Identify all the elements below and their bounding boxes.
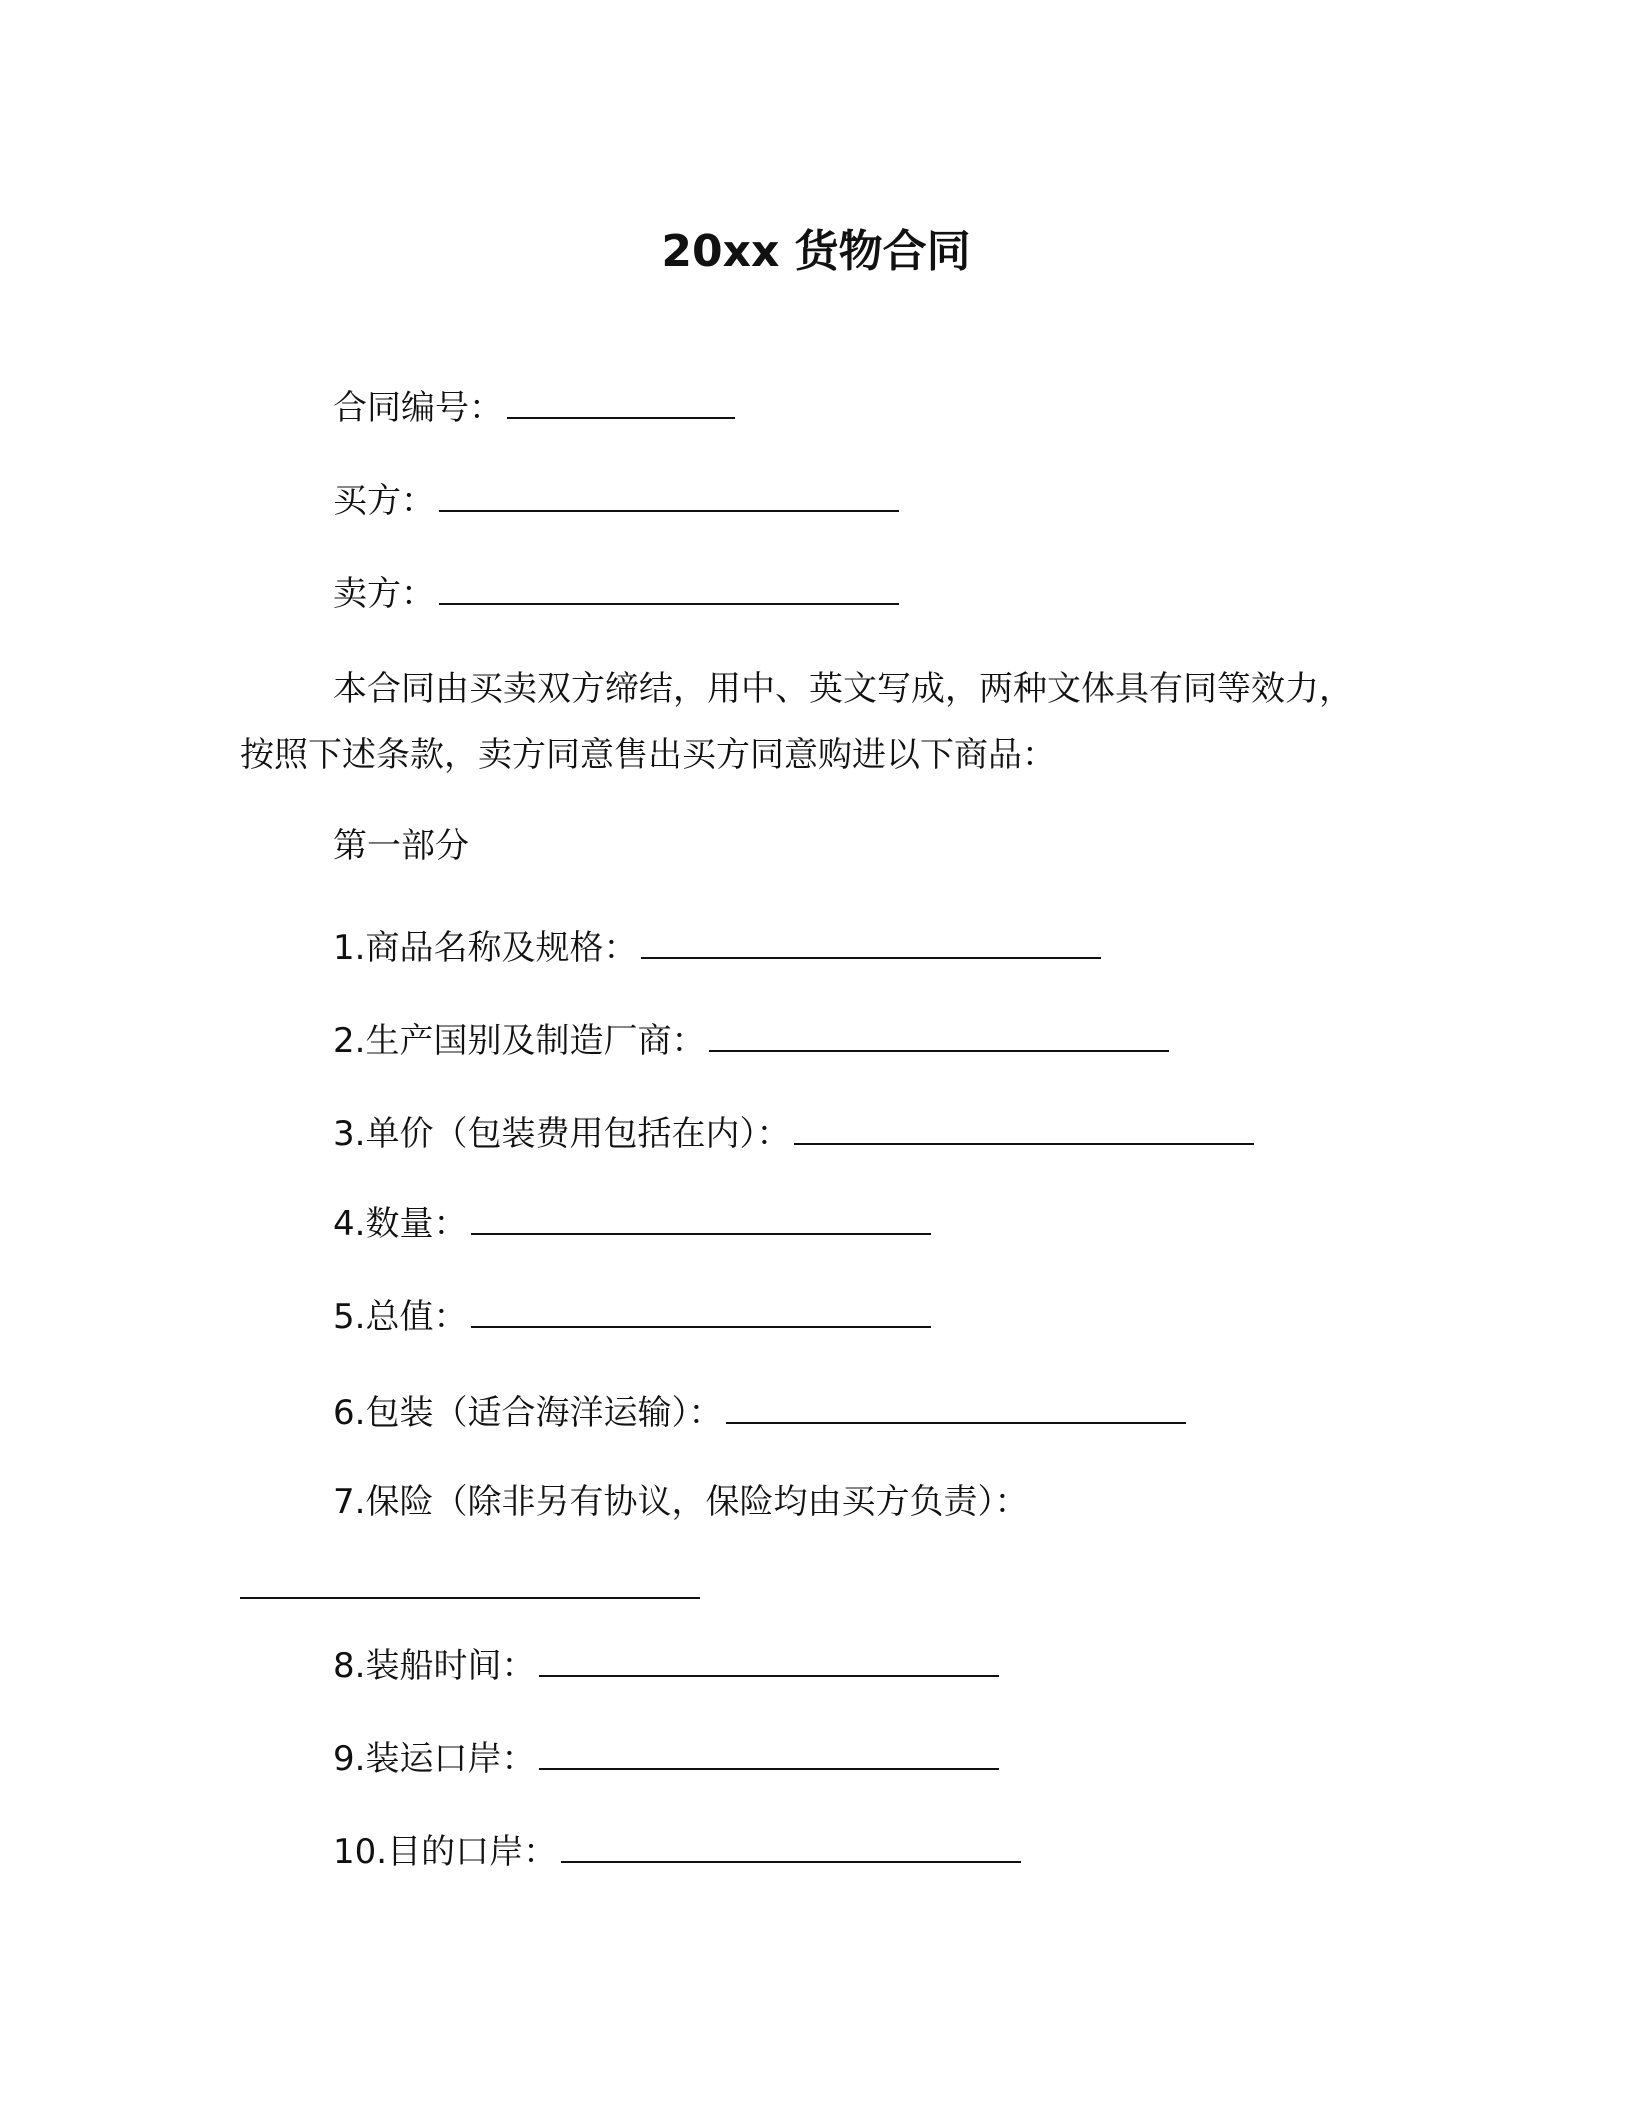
item-row — [333, 926, 1101, 970]
item-blank-row — [240, 1566, 700, 1610]
contract-number-label: 合同编号： — [333, 388, 503, 428]
item-row — [333, 1644, 999, 1688]
item-blank — [794, 1113, 1254, 1145]
section-title: 第一部分 — [333, 826, 469, 866]
item-label: 10.目的口岸： — [333, 1832, 558, 1872]
intro-paragraph: 本合同由买卖双方缔结，用中、英文写成，两种文体具有同等效力，按照下述条款，卖方同意售出买方同意购进以下商品： — [240, 669, 1353, 775]
item-row — [333, 1480, 1028, 1524]
item-label: 2.生产国别及制造厂商： — [333, 1021, 706, 1061]
item-label: 5.总值： — [333, 1297, 468, 1337]
item-label: 8.装船时间： — [333, 1646, 536, 1686]
buyer-label: 买方： — [333, 481, 435, 521]
seller-blank — [439, 573, 899, 605]
item-row — [333, 1019, 1169, 1063]
item-row — [333, 1737, 999, 1781]
item-row — [333, 1830, 1021, 1874]
seller-row — [333, 572, 899, 616]
item-label: 4.数量： — [333, 1204, 468, 1244]
buyer-row — [333, 479, 899, 523]
contract-number-blank — [507, 387, 735, 419]
item-blank — [726, 1392, 1186, 1424]
item-blank — [709, 1020, 1169, 1052]
item-blank — [641, 927, 1101, 959]
buyer-blank — [439, 480, 899, 512]
item-blank — [471, 1203, 931, 1235]
item-blank — [471, 1296, 931, 1328]
item-label: 7.保险（除非另有协议，保险均由买方负责）： — [333, 1482, 1029, 1522]
item-label: 6.包装（适合海洋运输）： — [333, 1393, 723, 1433]
item-row — [333, 1295, 931, 1339]
item-blank — [539, 1738, 999, 1770]
item-row — [333, 1112, 1254, 1156]
item-blank — [539, 1645, 999, 1677]
item-label: 9.装运口岸： — [333, 1739, 536, 1779]
document-title: 20xx 货物合同 — [661, 226, 971, 277]
contract-number-row — [333, 386, 735, 430]
item-row — [333, 1202, 931, 1246]
item-label: 3.单价（包装费用包括在内）： — [333, 1114, 791, 1154]
item-label: 1.商品名称及规格： — [333, 928, 638, 968]
item-row — [333, 1391, 1186, 1435]
seller-label: 卖方： — [333, 574, 435, 614]
item-blank — [561, 1831, 1021, 1863]
item-blank — [240, 1567, 700, 1599]
